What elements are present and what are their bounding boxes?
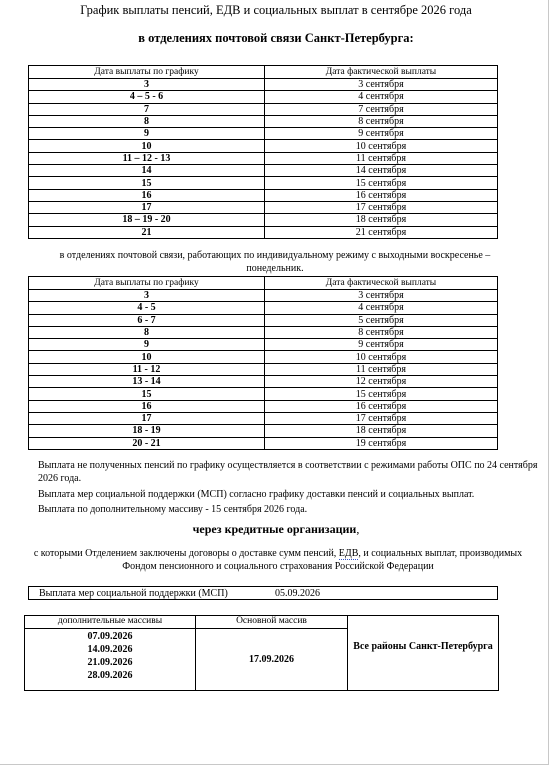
additional-array-date: 07.09.2026: [87, 631, 133, 642]
table-row: [29, 115, 498, 127]
table-row: [29, 376, 498, 388]
table-row: [29, 412, 498, 424]
actual-date-cell: 9 сентября: [265, 128, 498, 140]
table-row: [29, 351, 498, 363]
all-districts-cell: Все районы Санкт-Петербурга: [348, 616, 499, 691]
scheduled-date-cell: 16: [29, 189, 265, 201]
actual-date-cell: 4 сентября: [265, 302, 498, 314]
header-scheduled-date: Дата выплаты по графику: [29, 277, 265, 290]
table-row: [29, 302, 498, 314]
actual-date-cell: 16 сентября: [265, 400, 498, 412]
actual-date-cell: 3 сентября: [265, 290, 498, 302]
actual-date-cell: 17 сентября: [265, 412, 498, 424]
scheduled-date-cell: 9: [29, 128, 265, 140]
actual-date-cell: 15 сентября: [265, 388, 498, 400]
actual-date-cell: 19 сентября: [265, 437, 498, 449]
table-row: [29, 165, 498, 177]
scheduled-date-cell: 16: [29, 400, 265, 412]
actual-date-cell: 8 сентября: [265, 326, 498, 338]
msp-note: Выплата мер социальной поддержки (МСП) согласно графику доставки пенсий и социальных выплат.: [38, 489, 475, 500]
actual-date-cell: 10 сентября: [265, 351, 498, 363]
table-header-row: [29, 66, 498, 79]
page-title: График выплаты пенсий, ЕДВ и социальных выплат в сентябре 2026 года: [80, 3, 472, 17]
scheduled-date-cell: 15: [29, 388, 265, 400]
header-actual-date: Дата фактической выплаты: [265, 66, 498, 79]
scheduled-date-cell: 6 - 7: [29, 314, 265, 326]
scheduled-date-cell: 15: [29, 177, 265, 189]
scheduled-date-cell: 10: [29, 351, 265, 363]
table-row: [29, 103, 498, 115]
scheduled-date-cell: 17: [29, 412, 265, 424]
credit-org-heading: [0, 523, 552, 536]
additional-array-date: 21.09.2026: [87, 657, 133, 668]
actual-date-cell: 15 сентября: [265, 177, 498, 189]
scheduled-date-cell: 11 – 12 - 13: [29, 152, 265, 164]
table-row: [29, 201, 498, 213]
individual-schedule-note: в отделениях почтовой связи, работающих по индивидуальному режиму с выходными воскресенье – понедельник.: [59, 250, 491, 274]
actual-date-cell: 16 сентября: [265, 189, 498, 201]
credit-org-schedule-table: [24, 615, 499, 691]
table-header-row: [29, 277, 498, 290]
schedule-table-2: [28, 276, 498, 450]
actual-date-cell: 12 сентября: [265, 376, 498, 388]
credit-org-heading-comma: ,: [356, 522, 360, 536]
table-row: [29, 363, 498, 375]
schedule-table-1: [28, 65, 498, 239]
header-scheduled-date: Дата выплаты по графику: [29, 66, 265, 79]
credit-desc-edv: ЕДВ: [338, 548, 359, 559]
scheduled-date-cell: 18 – 19 - 20: [29, 214, 265, 226]
scheduled-date-cell: 10: [29, 140, 265, 152]
actual-date-cell: 4 сентября: [265, 91, 498, 103]
table-row: [29, 290, 498, 302]
actual-date-cell: 9 сентября: [265, 339, 498, 351]
credit-org-heading-text: через кредитные организации: [192, 522, 357, 536]
scheduled-date-cell: 8: [29, 115, 265, 127]
additional-array-date: 28.09.2026: [87, 670, 133, 681]
scheduled-date-cell: 11 - 12: [29, 363, 265, 375]
unpaid-pensions-note: Выплата не полученных пенсий по графику осуществляется в соответствии с режимами работы ОПС по 24 сентября 2026 года.: [38, 460, 538, 484]
msp-payment-label: Выплата мер социальной поддержки (МСП): [39, 588, 228, 599]
scheduled-date-cell: 18 - 19: [29, 425, 265, 437]
table-row: [29, 128, 498, 140]
main-array-header: Основной массив: [196, 616, 348, 629]
scheduled-date-cell: 14: [29, 165, 265, 177]
table-row: [29, 326, 498, 338]
table-row: [29, 214, 498, 226]
scheduled-date-cell: 3: [29, 290, 265, 302]
scheduled-date-cell: 9: [29, 339, 265, 351]
credit-desc-after: , и социальных выплат, производимых Фондом пенсионного и социального страхования Российской Федерации: [122, 548, 523, 572]
scheduled-date-cell: 17: [29, 201, 265, 213]
actual-date-cell: 5 сентября: [265, 314, 498, 326]
scheduled-date-cell: 3: [29, 79, 265, 91]
msp-payment-box: [28, 586, 498, 600]
actual-date-cell: 11 сентября: [265, 363, 498, 375]
table-row: [29, 91, 498, 103]
actual-date-cell: 3 сентября: [265, 79, 498, 91]
actual-date-cell: 8 сентября: [265, 115, 498, 127]
actual-date-cell: 14 сентября: [265, 165, 498, 177]
additional-array-date: 14.09.2026: [87, 644, 133, 655]
actual-date-cell: 18 сентября: [265, 425, 498, 437]
credit-org-description: [28, 548, 528, 573]
table-row: [29, 400, 498, 412]
additional-arrays-dates: [25, 629, 196, 691]
table-row: [29, 140, 498, 152]
table-row: [29, 437, 498, 449]
main-array-date: 17.09.2026: [196, 629, 348, 691]
page-subtitle: в отделениях почтовой связи Санкт-Петербурга:: [138, 31, 414, 45]
additional-array-note: Выплата по дополнительному массиву - 15 сентября 2026 года.: [38, 504, 308, 515]
table-row: [29, 189, 498, 201]
table-row: [29, 388, 498, 400]
credit-desc-before: с которыми Отделением заключены договоры о доставке сумм пенсий,: [33, 548, 339, 559]
actual-date-cell: 11 сентября: [265, 152, 498, 164]
table-row: [29, 79, 498, 91]
table-row: [29, 425, 498, 437]
actual-date-cell: 21 сентября: [265, 226, 498, 238]
scheduled-date-cell: 4 – 5 - 6: [29, 91, 265, 103]
scheduled-date-cell: 13 - 14: [29, 376, 265, 388]
table-row: [29, 177, 498, 189]
actual-date-cell: 10 сентября: [265, 140, 498, 152]
table-row: [29, 314, 498, 326]
scheduled-date-cell: 4 - 5: [29, 302, 265, 314]
actual-date-cell: 7 сентября: [265, 103, 498, 115]
actual-date-cell: 17 сентября: [265, 201, 498, 213]
table-row: [29, 152, 498, 164]
actual-date-cell: 18 сентября: [265, 214, 498, 226]
scheduled-date-cell: 8: [29, 326, 265, 338]
msp-payment-date: 05.09.2026: [275, 588, 320, 599]
scheduled-date-cell: 7: [29, 103, 265, 115]
additional-arrays-header: дополнительные массивы: [25, 616, 196, 629]
table-row: [29, 339, 498, 351]
scheduled-date-cell: 21: [29, 226, 265, 238]
table-row: [29, 226, 498, 238]
scheduled-date-cell: 20 - 21: [29, 437, 265, 449]
header-actual-date: Дата фактической выплаты: [265, 277, 498, 290]
